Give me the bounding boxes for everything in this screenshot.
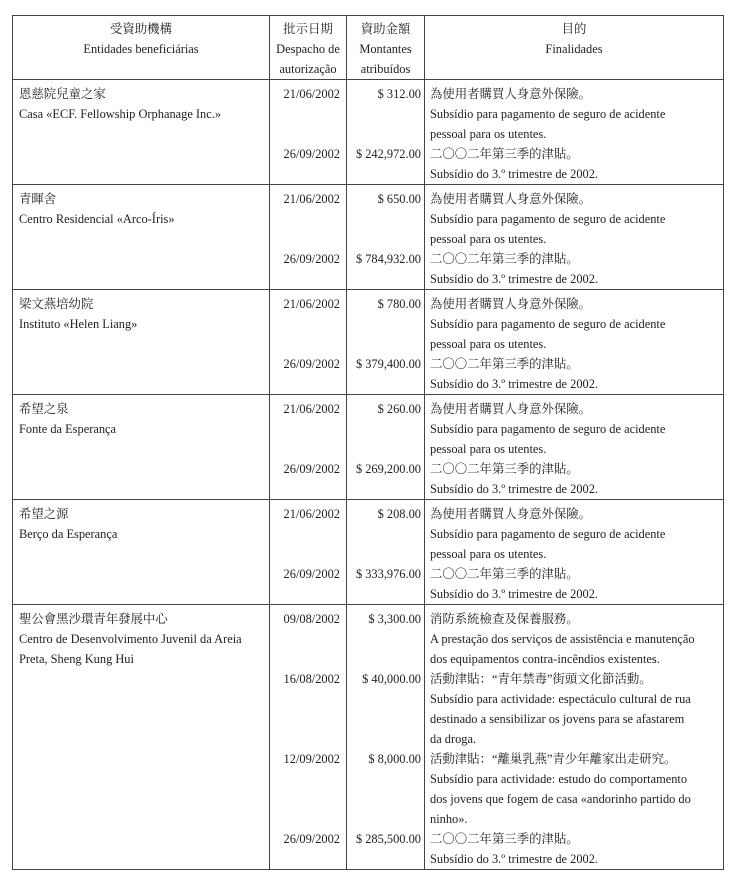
grant-date: 16/08/2002 — [283, 672, 340, 686]
amount-cell — [347, 395, 425, 500]
grant-purpose: dos equipamentos contra-incêndios existentes. — [430, 652, 660, 666]
header-purpose: 目的 Finalidades — [425, 16, 724, 80]
grant-purpose: 二〇〇二年第三季的津貼。 — [430, 147, 579, 161]
amount-cell — [347, 605, 425, 870]
grant-purpose: pessoal para os utentes. — [430, 127, 547, 141]
grant-purpose: pessoal para os utentes. — [430, 337, 547, 351]
grant-purpose: da droga. — [430, 732, 477, 746]
spacer — [276, 649, 340, 669]
spacer — [353, 419, 421, 439]
grant-date: 21/06/2002 — [283, 192, 340, 206]
entity-name: Fonte da Esperança — [19, 422, 117, 436]
spacer — [276, 374, 340, 394]
spacer — [353, 479, 421, 499]
grant-table — [12, 15, 724, 870]
grant-amount: $ 784,932.00 — [355, 252, 421, 266]
date-cell — [270, 395, 347, 500]
grant-purpose: 為使用者購買人身意外保險。 — [430, 297, 592, 311]
grant-purpose: 為使用者購買人身意外保險。 — [430, 402, 592, 416]
spacer — [276, 584, 340, 604]
spacer — [353, 164, 421, 184]
entity-cell — [13, 290, 270, 395]
grant-purpose: 消防系統檢查及保養服務。 — [430, 612, 579, 626]
grant-purpose: Subsídio do 3.º trimestre de 2002. — [430, 272, 599, 286]
grant-date: 26/09/2002 — [283, 832, 340, 846]
entity-cell — [13, 185, 270, 290]
grant-purpose: pessoal para os utentes. — [430, 232, 547, 246]
grant-amount: $ 312.00 — [377, 87, 421, 101]
entity-name: Preta, Sheng Kung Hui — [19, 652, 134, 666]
grant-purpose: Subsídio do 3.º trimestre de 2002. — [430, 482, 599, 496]
entity-cell — [13, 395, 270, 500]
grant-purpose: ninho». — [430, 812, 468, 826]
grant-purpose: 活動津貼：“離巢乳燕”青少年離家出走研究。 — [430, 752, 677, 766]
table-row — [13, 185, 724, 290]
entity-name: Casa «ECF. Fellowship Orphanage Inc.» — [19, 107, 222, 121]
entity-name: 恩慈院兒童之家 — [19, 87, 106, 101]
grant-amount: $ 260.00 — [377, 402, 421, 416]
grant-amount: $ 8,000.00 — [368, 752, 421, 766]
grant-date: 26/09/2002 — [283, 357, 340, 371]
spacer — [276, 809, 340, 829]
spacer — [276, 229, 340, 249]
purpose-cell — [425, 395, 724, 500]
spacer — [276, 314, 340, 334]
grant-amount: $ 285,500.00 — [355, 832, 421, 846]
spacer — [276, 789, 340, 809]
entity-name: 梁文燕培幼院 — [19, 297, 94, 311]
grant-purpose: 二〇〇二年第三季的津貼。 — [430, 462, 579, 476]
date-cell — [270, 290, 347, 395]
table-row — [13, 395, 724, 500]
entity-name: Centro Residencial «Arco-Íris» — [19, 212, 175, 226]
grant-purpose: 二〇〇二年第三季的津貼。 — [430, 252, 579, 266]
grant-purpose: Subsídio para pagamento de seguro de acidente — [430, 527, 666, 541]
spacer — [353, 769, 421, 789]
header-row — [13, 16, 724, 80]
grant-purpose: Subsídio do 3.º trimestre de 2002. — [430, 377, 599, 391]
grant-purpose: Subsídio para actividade: espectáculo cultural de rua — [430, 692, 691, 706]
entity-name: 青暉舍 — [19, 192, 57, 206]
spacer — [353, 709, 421, 729]
entity-name: Centro de Desenvolvimento Juvenil da Areia — [19, 632, 242, 646]
grant-purpose: pessoal para os utentes. — [430, 442, 547, 456]
amount-cell — [347, 500, 425, 605]
purpose-cell — [425, 290, 724, 395]
spacer — [353, 269, 421, 289]
entity-name: Instituto «Helen Liang» — [19, 317, 138, 331]
table-body — [13, 80, 724, 870]
header-amount: 資助金額 Montantes atribuídos — [347, 16, 425, 80]
grant-purpose: dos jovens que fogem de casa «andorinho partido do — [430, 792, 691, 806]
purpose-cell — [425, 185, 724, 290]
table-row — [13, 80, 724, 185]
spacer — [353, 729, 421, 749]
header-date: 批示日期 Despacho de autorização — [270, 16, 347, 80]
spacer — [276, 164, 340, 184]
spacer — [353, 544, 421, 564]
header-entity: 受資助機構 Entidades beneficiárias — [13, 16, 270, 80]
grant-amount: $ 780.00 — [377, 297, 421, 311]
grant-purpose: destinado a sensibilizar os jovens para se afastarem — [430, 712, 685, 726]
grant-amount: $ 242,972.00 — [355, 147, 421, 161]
entity-cell — [13, 605, 270, 870]
table-row — [13, 605, 724, 870]
spacer — [353, 649, 421, 669]
grant-purpose: Subsídio para actividade: estudo do comportamento — [430, 772, 688, 786]
spacer — [276, 544, 340, 564]
spacer — [276, 419, 340, 439]
entity-cell — [13, 80, 270, 185]
spacer — [276, 439, 340, 459]
grant-date: 26/09/2002 — [283, 462, 340, 476]
purpose-cell — [425, 500, 724, 605]
grant-date: 26/09/2002 — [283, 252, 340, 266]
amount-cell — [347, 80, 425, 185]
spacer — [353, 314, 421, 334]
amount-cell — [347, 185, 425, 290]
grant-purpose: Subsídio para pagamento de seguro de acidente — [430, 422, 666, 436]
date-cell — [270, 605, 347, 870]
grant-date: 26/09/2002 — [283, 147, 340, 161]
spacer — [276, 479, 340, 499]
grant-purpose: pessoal para os utentes. — [430, 547, 547, 561]
grant-purpose: A prestação dos serviços de assistência e manutenção — [430, 632, 695, 646]
grant-amount: $ 333,976.00 — [355, 567, 421, 581]
spacer — [276, 334, 340, 354]
grant-purpose: 為使用者購買人身意外保險。 — [430, 507, 592, 521]
spacer — [353, 374, 421, 394]
spacer — [276, 729, 340, 749]
grant-purpose: 活動津貼：“青年禁毒”街頭文化節活動。 — [430, 672, 652, 686]
spacer — [353, 629, 421, 649]
spacer — [353, 209, 421, 229]
spacer — [353, 584, 421, 604]
grant-amount: $ 3,300.00 — [368, 612, 421, 626]
entity-name: 聖公會黑沙環青年發展中心 — [19, 612, 168, 626]
grant-date: 21/06/2002 — [283, 87, 340, 101]
spacer — [276, 104, 340, 124]
grant-amount: $ 650.00 — [377, 192, 421, 206]
date-cell — [270, 185, 347, 290]
grant-purpose: Subsídio para pagamento de seguro de acidente — [430, 107, 666, 121]
date-cell — [270, 500, 347, 605]
grant-purpose: 為使用者購買人身意外保險。 — [430, 192, 592, 206]
table-row — [13, 500, 724, 605]
grant-amount: $ 379,400.00 — [355, 357, 421, 371]
table-row — [13, 290, 724, 395]
grant-purpose: Subsídio para pagamento de seguro de acidente — [430, 317, 666, 331]
grant-date: 21/06/2002 — [283, 402, 340, 416]
spacer — [276, 269, 340, 289]
spacer — [353, 789, 421, 809]
spacer — [353, 439, 421, 459]
spacer — [353, 334, 421, 354]
grant-date: 21/06/2002 — [283, 297, 340, 311]
grant-date: 26/09/2002 — [283, 567, 340, 581]
grant-purpose: Subsídio do 3.º trimestre de 2002. — [430, 587, 599, 601]
spacer — [276, 209, 340, 229]
entity-cell — [13, 500, 270, 605]
grant-purpose: 為使用者購買人身意外保險。 — [430, 87, 592, 101]
entity-name: 希望之源 — [19, 507, 69, 521]
spacer — [353, 229, 421, 249]
grant-date: 12/09/2002 — [283, 752, 340, 766]
grant-date: 09/08/2002 — [283, 612, 340, 626]
spacer — [276, 124, 340, 144]
spacer — [353, 124, 421, 144]
grant-purpose: Subsídio do 3.º trimestre de 2002. — [430, 852, 599, 866]
spacer — [276, 769, 340, 789]
spacer — [353, 809, 421, 829]
amount-cell — [347, 290, 425, 395]
spacer — [276, 709, 340, 729]
grant-purpose: 二〇〇二年第三季的津貼。 — [430, 832, 579, 846]
grant-purpose: 二〇〇二年第三季的津貼。 — [430, 357, 579, 371]
spacer — [276, 629, 340, 649]
spacer — [353, 849, 421, 869]
spacer — [353, 524, 421, 544]
spacer — [353, 689, 421, 709]
grant-amount: $ 269,200.00 — [355, 462, 421, 476]
grant-amount: $ 208.00 — [377, 507, 421, 521]
grant-purpose: 二〇〇二年第三季的津貼。 — [430, 567, 579, 581]
spacer — [276, 524, 340, 544]
purpose-cell — [425, 605, 724, 870]
spacer — [276, 689, 340, 709]
entity-name: 希望之泉 — [19, 402, 69, 416]
date-cell — [270, 80, 347, 185]
grant-date: 21/06/2002 — [283, 507, 340, 521]
spacer — [276, 849, 340, 869]
grant-purpose: Subsídio para pagamento de seguro de acidente — [430, 212, 666, 226]
grant-amount: $ 40,000.00 — [362, 672, 421, 686]
spacer — [353, 104, 421, 124]
grant-purpose: Subsídio do 3.º trimestre de 2002. — [430, 167, 599, 181]
entity-name: Berço da Esperança — [19, 527, 118, 541]
purpose-cell — [425, 80, 724, 185]
